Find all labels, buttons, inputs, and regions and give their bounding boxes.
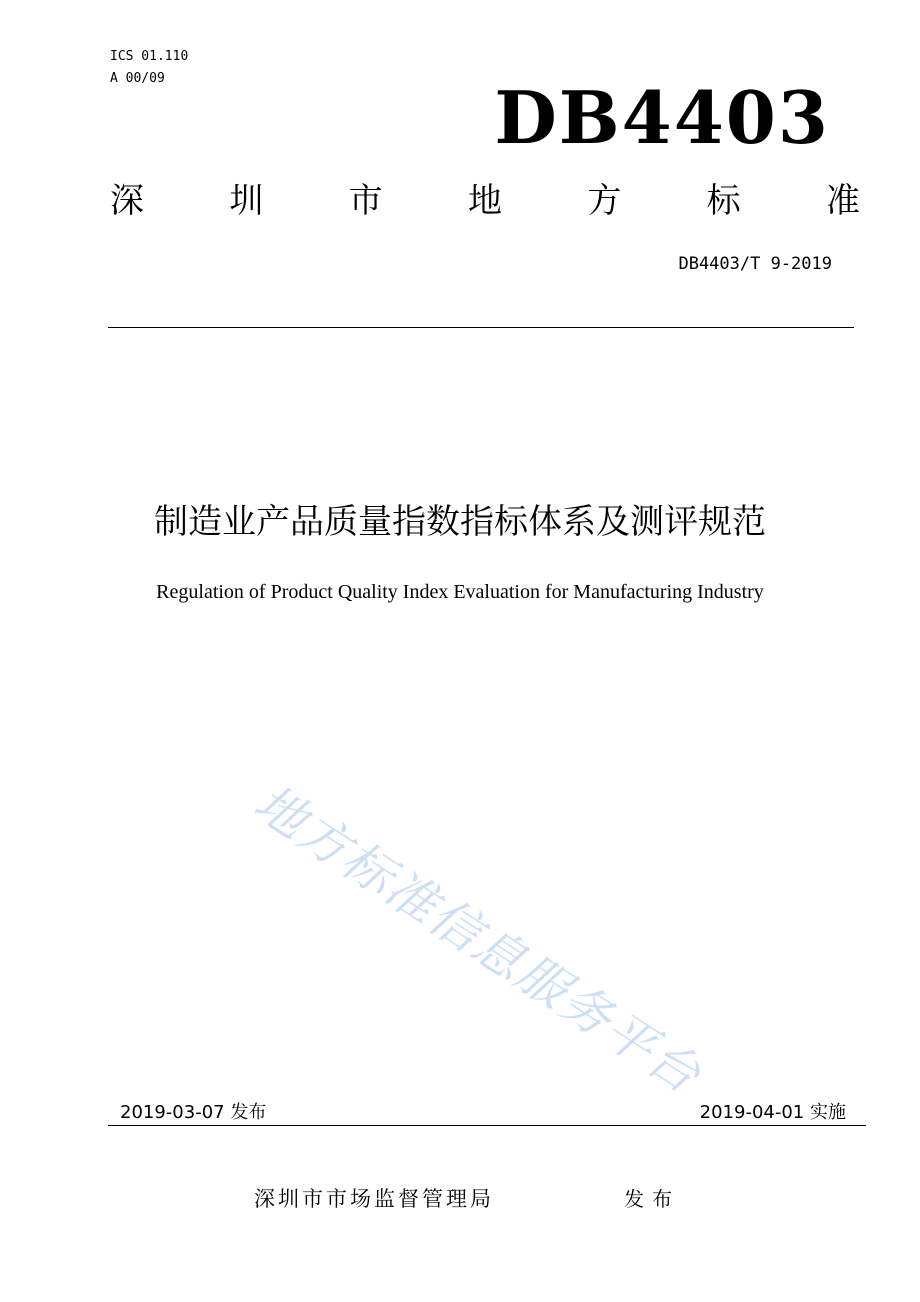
ics-code: ICS 01.110 [110,49,189,64]
standard-type-char: 准 [825,181,860,221]
release-date: 2019-03-07 发布 [120,1102,267,1123]
standard-type-char: 标 [706,181,741,221]
standard-code-logo: DB4403 [494,75,830,160]
standard-type-char: 市 [348,181,383,221]
footer-divider [108,1125,866,1126]
watermark: 地方标准信息服务平台 [243,773,712,1106]
classification-codes [110,46,188,90]
standard-type-char: 深 [110,181,144,221]
implementation-date: 2019-04-01 实施 [699,1102,846,1123]
standard-type-heading [110,178,860,224]
header-divider [108,327,854,328]
standard-number: DB4403/T 9-2019 [678,254,832,274]
standard-type-char: 圳 [229,181,264,221]
document-title-chinese: 制造业产品质量指数指标体系及测评规范 [154,502,766,542]
document-title-english: Regulation of Product Quality Index Evaluation for Manufacturing Industry [156,581,764,603]
standard-type-char: 方 [587,181,622,221]
publish-label: 发布 [624,1187,680,1211]
ccs-code: A 00/09 [110,71,165,86]
publisher-name: 深圳市市场监督管理局 [254,1187,494,1211]
standard-type-char: 地 [467,181,502,221]
date-row [120,1100,846,1126]
